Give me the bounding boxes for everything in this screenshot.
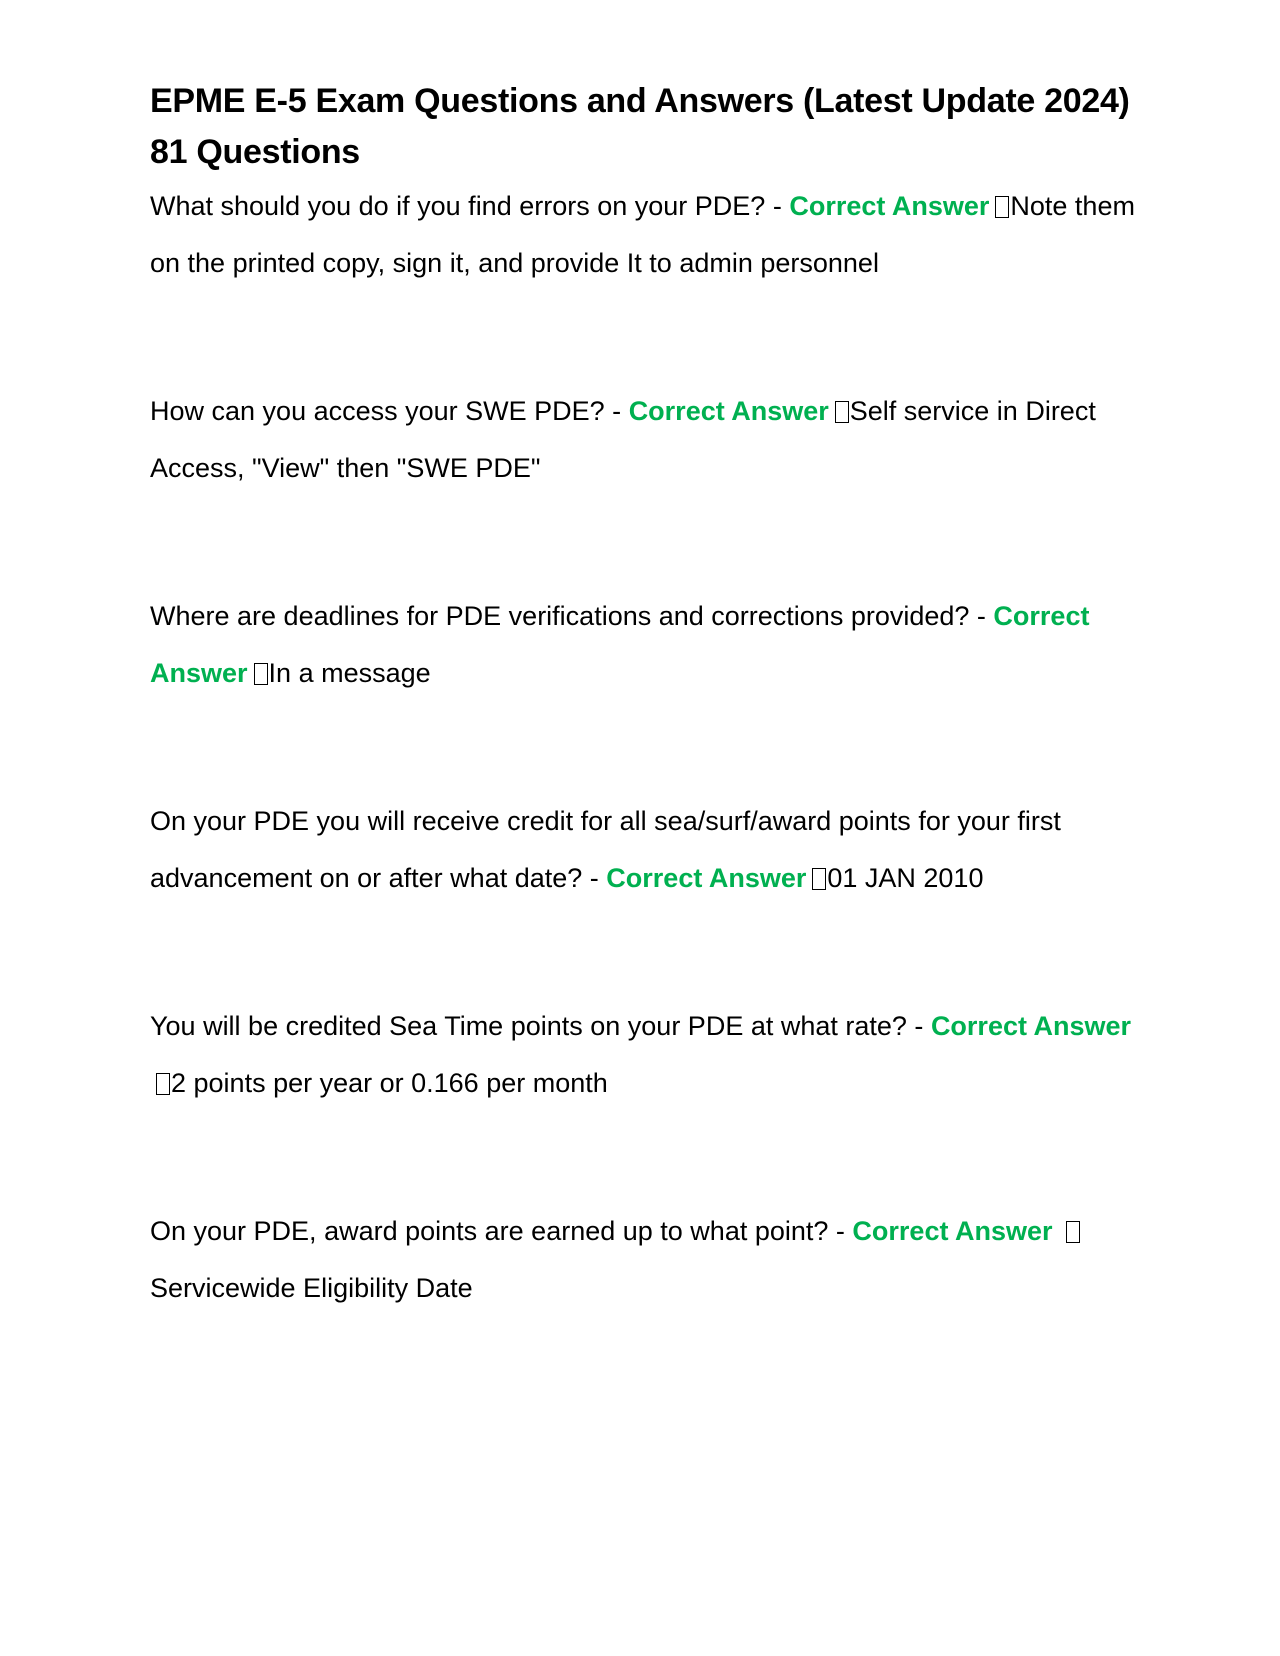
answer-text: 2 points per year or 0.166 per month [171,1068,608,1098]
qa-item [150,998,1135,1112]
missing-glyph-icon [254,663,268,685]
correct-answer-label: Correct Answer [930,1011,1131,1041]
missing-glyph-icon [812,868,826,890]
correct-answer-label: Correct Answer [789,191,990,221]
qa-item [150,178,1135,292]
correct-answer-label: Correct Answer [150,601,1090,688]
answer-text: 01 JAN 2010 [827,863,984,893]
qa-item [150,588,1135,702]
question-text: Where are deadlines for PDE verifications and corrections provided? - [150,601,986,631]
correct-answer-label: Correct Answer [852,1216,1053,1246]
answer-text: Servicewide Eligibility Date [150,1273,473,1303]
document-page [150,76,1135,1317]
answer-text: Note them on the printed copy, sign it, and provide It to admin personnel [150,191,1135,278]
missing-glyph-icon [1066,1221,1080,1243]
document-title: EPME E-5 Exam Questions and Answers (Latest Update 2024) 81 Questions [150,82,1130,171]
qa-item [150,793,1135,907]
correct-answer-label: Correct Answer [606,863,807,893]
question-text: On your PDE you will receive credit for all sea/surf/award points for your first advancement on or after what date? - [150,806,1061,893]
question-text: How can you access your SWE PDE? - [150,396,622,426]
missing-glyph-icon [995,196,1009,218]
question-text: What should you do if you find errors on your PDE? - [150,191,782,221]
missing-glyph-icon [835,401,849,423]
qa-item [150,1203,1135,1317]
correct-answer-label: Correct Answer [628,396,829,426]
question-text: On your PDE, award points are earned up to what point? - [150,1216,845,1246]
question-text: You will be credited Sea Time points on your PDE at what rate? - [150,1011,924,1041]
answer-text: Self service in Direct Access, "View" then "SWE PDE" [150,396,1096,483]
answer-text: In a message [268,658,431,688]
missing-glyph-icon [156,1073,170,1095]
qa-item [150,383,1135,497]
